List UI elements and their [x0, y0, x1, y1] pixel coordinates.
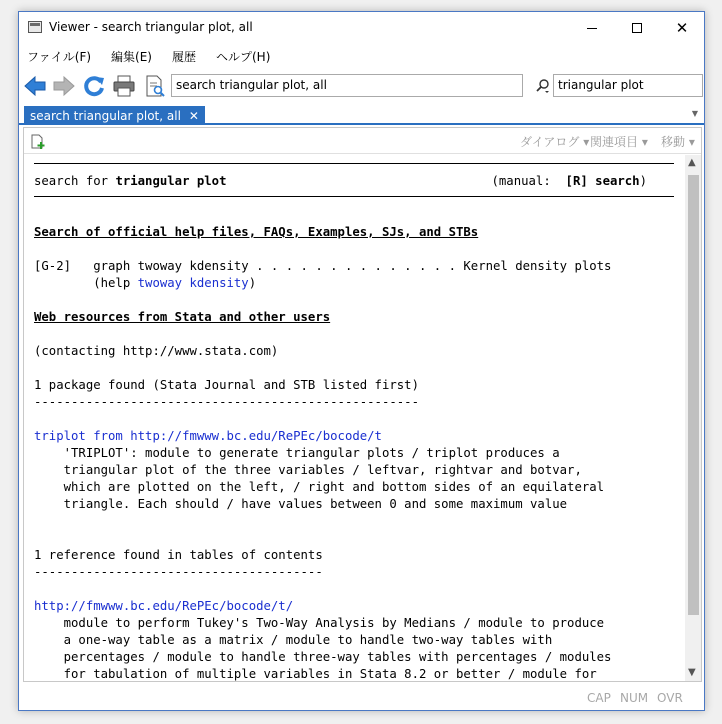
section-heading-web: Web resources from Stata and other users — [34, 310, 331, 324]
scrollbar-thumb[interactable] — [688, 175, 699, 615]
package-description: which are plotted on the left, / right and bottom sides of an equilateral — [34, 480, 605, 494]
minimize-button[interactable] — [569, 12, 615, 44]
menu-bar — [19, 44, 704, 68]
tab-list-dropdown-icon[interactable]: ▼ — [691, 109, 698, 118]
menu-edit[interactable]: 編集(E) — [111, 49, 152, 64]
maximize-icon — [632, 23, 642, 33]
search-input[interactable]: triangular plot — [553, 74, 703, 97]
result-help-line: (help twoway kdensity) — [34, 276, 257, 290]
window-title: Viewer - search triangular plot, all — [49, 20, 253, 34]
help-link-twoway-kdensity[interactable]: twoway kdensity — [137, 276, 249, 290]
status-ovr: OVR — [657, 691, 683, 705]
reference-description: module to perform Tukey's Two-Way Analysis by Medians / module to produce — [34, 616, 605, 630]
tab-close-icon[interactable]: ✕ — [188, 108, 199, 123]
search-header: search for triangular plot (manual: [R] search) — [34, 174, 647, 188]
package-link-triplot[interactable]: triplot from http://fmwww.bc.edu/RePEc/bocode/t — [34, 429, 382, 443]
scroll-down-icon[interactable]: ▼ — [688, 667, 696, 678]
back-arrow-icon[interactable] — [23, 74, 47, 98]
reference-description: percentages / module to handle three-way tables with percentages / modules — [34, 650, 612, 664]
close-button[interactable] — [659, 12, 705, 44]
title-bar[interactable] — [19, 12, 704, 44]
scroll-up-icon[interactable]: ▲ — [688, 157, 696, 168]
close-icon: ✕ — [675, 18, 689, 37]
section-heading-official: Search of official help files, FAQs, Examples, SJs, and STBs — [34, 225, 479, 239]
content-pane — [23, 127, 702, 682]
status-bar — [19, 688, 704, 710]
reference-description: for tabulation of multiple variables in Stata 8.2 or better / module for — [34, 667, 597, 681]
minimize-icon — [587, 28, 597, 29]
result-entry-graph-twoway: [G-2] graph twoway kdensity . . . . . . . . . . . . . . Kernel density plots — [34, 259, 612, 273]
reference-link-bocode[interactable]: http://fmwww.bc.edu/RePEc/bocode/t/ — [34, 599, 294, 613]
maximize-button[interactable] — [614, 12, 660, 44]
dialog-menu-button[interactable]: ダイアログ ▾ — [520, 135, 590, 149]
print-icon[interactable] — [112, 74, 136, 98]
package-description: 'TRIPLOT': module to generate triangular plots / triplot produces a — [34, 446, 560, 460]
new-viewer-icon[interactable] — [30, 134, 46, 150]
status-num: NUM — [620, 691, 649, 705]
dash-rule: ---------------------------------------------------- — [34, 395, 419, 409]
status-cap: CAP — [587, 691, 611, 705]
vertical-scrollbar[interactable] — [685, 155, 701, 681]
tab-search-results[interactable] — [24, 106, 205, 125]
menu-file[interactable]: ファイル(F) — [27, 49, 92, 64]
tab-strip — [19, 105, 704, 125]
find-in-page-icon[interactable] — [143, 74, 167, 98]
results-viewer — [24, 155, 686, 681]
divider-top — [34, 163, 674, 164]
dash-rule: --------------------------------------- — [34, 565, 323, 579]
reference-description: a one-way table as a matrix / module to handle two-way tables with — [34, 633, 553, 647]
package-count: 1 package found (Stata Journal and STB listed first) — [34, 378, 419, 392]
related-items-menu-button[interactable]: 関連項目 ▾ — [590, 135, 648, 149]
viewer-window — [18, 11, 705, 711]
reference-count: 1 reference found in tables of contents — [34, 548, 323, 562]
package-description: triangle. Each should / have values between 0 and some maximum value — [34, 497, 568, 511]
contacting-text: (contacting http://www.stata.com) — [34, 344, 279, 358]
toolbar — [19, 69, 704, 101]
move-menu-button[interactable]: 移動 ▾ — [661, 135, 695, 149]
tab-label: search triangular plot, all — [30, 108, 181, 123]
divider-header — [34, 196, 674, 197]
menu-history[interactable]: 履歴 — [171, 49, 196, 64]
refresh-icon[interactable] — [82, 74, 106, 98]
viewer-app-icon — [28, 21, 42, 33]
search-icon[interactable] — [535, 78, 551, 94]
menu-help[interactable]: ヘルプ(H) — [216, 49, 271, 64]
package-description: triangular plot of the three variables / leftvar, rightvar and botvar, — [34, 463, 582, 477]
forward-arrow-icon[interactable] — [52, 74, 76, 98]
viewer-subtoolbar — [24, 128, 701, 154]
command-address-input[interactable]: search triangular plot, all — [171, 74, 523, 97]
